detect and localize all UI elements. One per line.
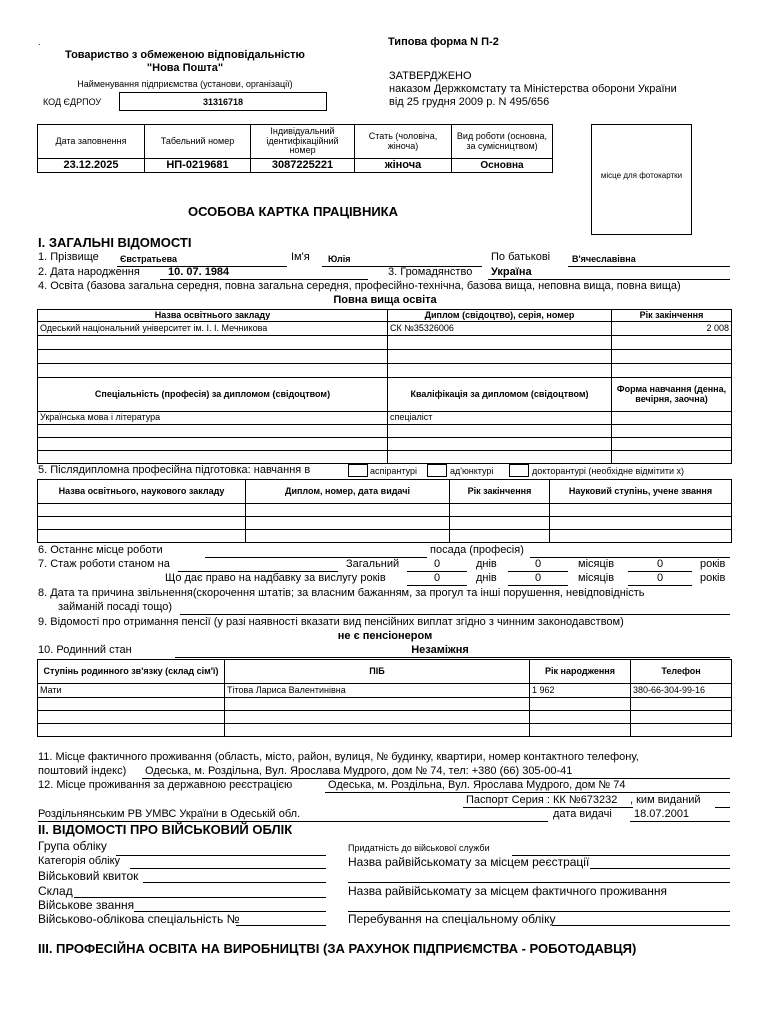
residence-label: 11. Місце фактичного проживання (область, місто, район, вулиця, № будинку, квартири, номер контактного телефону, — [38, 751, 639, 763]
family-value[interactable]: Незаміжня — [411, 644, 469, 656]
table-row — [38, 425, 732, 438]
postgrad-aspirantura-checkbox[interactable] — [348, 464, 368, 477]
exp-days-value[interactable]: 0 — [433, 558, 441, 570]
edu-diploma-cell[interactable] — [388, 350, 612, 364]
military-group-label: Група обліку — [38, 839, 107, 853]
exp-years-value[interactable]: 0 — [656, 558, 664, 570]
family-underline — [175, 657, 730, 658]
issue-date-value[interactable]: 18.07.2001 — [634, 808, 690, 820]
bonus-days-underline — [407, 585, 467, 586]
table-row — [38, 412, 732, 425]
military-ticket-underline — [143, 882, 326, 883]
qual-qualification-cell[interactable] — [388, 438, 612, 451]
postgrad-option-adyunktura: ад'юнктурі — [450, 466, 494, 476]
table-row — [38, 504, 732, 517]
edu-header-diploma: Диплом (свідоцтво), серія, номер — [388, 310, 612, 322]
approved-label: ЗАТВЕРДЖЕНО — [389, 70, 472, 82]
postgrad-header-year: Рік закінчення — [450, 480, 550, 504]
postgrad-adyunktura-checkbox[interactable] — [427, 464, 447, 477]
qual-study-form-cell[interactable] — [612, 412, 732, 425]
dismissal-label-cont: займаній посаді тощо) — [58, 601, 173, 613]
pension-label: 9. Відомості про отримання пенсії (у разі наявності вказати вид пенсійних виплат згідно з чинним законодавством) — [38, 616, 624, 628]
edu-year-cell[interactable]: 2 008 — [612, 322, 732, 336]
surname-value[interactable]: Євстратьева — [120, 254, 177, 264]
issued-by-underline — [715, 807, 730, 808]
issued-by-value[interactable]: Роздільнянським РВ УМВС України в Одеській обл. — [38, 808, 301, 820]
military-office-reg-label: Назва райвійськомату за місцем реєстрації — [348, 855, 590, 869]
military-staff-label: Склад — [38, 884, 73, 898]
edu-institution-cell[interactable] — [38, 336, 388, 350]
id-header-work-type: Вид роботи (основна, за сумісництвом) — [452, 125, 553, 159]
months-label: місяців — [578, 572, 615, 584]
table-row — [38, 724, 732, 737]
edrpou-value: 31316718 — [202, 97, 244, 107]
edu-year-cell[interactable] — [612, 350, 732, 364]
table-row — [38, 530, 732, 543]
qualification-table-header — [38, 378, 732, 412]
education-value[interactable]: Повна вища освіта — [333, 294, 437, 306]
surname-label: 1. Прізвище — [38, 251, 99, 263]
edu-year-cell[interactable] — [612, 336, 732, 350]
card-title: ОСОБОВА КАРТКА ПРАЦІВНИКА — [188, 204, 398, 219]
qual-header-specialty: Спеціальність (професія) за дипломом (свідоцтвом) — [38, 378, 388, 412]
bonus-months-underline — [508, 585, 568, 586]
issue-date-underline — [630, 821, 730, 822]
military-rank-label: Військове звання — [38, 898, 135, 912]
issue-date-label: дата видачі — [553, 808, 612, 820]
family-header-name: ПІБ — [225, 660, 530, 684]
id-table-header-row — [38, 125, 553, 159]
family-name-cell[interactable]: Тітова Лариса Валентинівна — [225, 684, 530, 698]
postgrad-table-header — [38, 480, 732, 504]
family-label: 10. Родинний стан — [38, 644, 132, 656]
id-table-value-row — [38, 159, 553, 173]
approved-by: наказом Держкомстату та Міністерства оборони України — [389, 83, 677, 95]
years-label: років — [700, 558, 726, 570]
postgrad-header-degree: Науковий ступінь, учене звання — [550, 480, 732, 504]
qual-specialty-cell[interactable] — [38, 425, 388, 438]
edu-year-cell[interactable] — [612, 364, 732, 378]
photo-placeholder[interactable] — [591, 124, 692, 235]
postgrad-label: 5. Післядипломна професійна підготовка: навчання в — [38, 464, 311, 476]
patronymic-underline — [568, 266, 730, 267]
education-table — [37, 309, 732, 464]
tab-number-value: НП-0219681 — [145, 159, 251, 173]
bonus-years-value[interactable]: 0 — [656, 572, 664, 584]
residence-value[interactable]: Одеська, м. Роздільна, Вул. Ярослава Мудрого, дом № 74, тел: +380 (66) 305-00-41 — [145, 765, 573, 777]
photo-label: місце для фотокартки — [600, 171, 683, 180]
family-relation-cell[interactable]: Мати — [38, 684, 225, 698]
citizenship-value[interactable]: Україна — [491, 266, 532, 278]
patronymic-label: По батькові — [491, 251, 551, 263]
section2-title: ІІ. ВІДОМОСТІ ПРО ВІЙСЬКОВИЙ ОБЛІК — [38, 822, 293, 837]
birth-value[interactable]: 10. 07. 1984 — [168, 266, 230, 278]
id-header-fill-date: Дата заповнення — [38, 125, 145, 159]
edrpou-label: КОД ЄДРПОУ — [43, 97, 102, 107]
postgrad-header-diploma: Диплом, номер, дата видачі — [246, 480, 450, 504]
table-row — [38, 336, 732, 350]
edu-institution-cell[interactable] — [38, 350, 388, 364]
military-fitness-label: Придатність до військової служби — [348, 843, 490, 853]
military-group-underline — [116, 855, 326, 856]
registration-label: 12. Місце проживання за державною реєстрацією — [38, 779, 293, 791]
dismissal-underline — [180, 614, 730, 615]
id-table — [37, 124, 553, 173]
family-header-phone: Телефон — [631, 660, 732, 684]
military-ticket-label: Військовий квиток — [38, 869, 139, 883]
edu-header-year: Рік закінчення — [612, 310, 732, 322]
section3-title: ІІІ. ПРОФЕСІЙНА ОСВІТА НА ВИРОБНИЦТВІ (ЗА РАХУНОК ПІДПРИЄМСТВА - РОБОТОДАВЦЯ) — [38, 941, 637, 956]
passport-value[interactable]: Паспорт Серия : КК №673232 — [466, 794, 618, 806]
table-row — [38, 698, 732, 711]
birth-label: 2. Дата народження — [38, 266, 140, 278]
organization-name: Товариство з обмеженою відповідальністю — [65, 49, 305, 61]
gender-value: жіноча — [355, 159, 452, 173]
education-label: 4. Освіта (базова загальна середня, повна загальна середня, професійно-технічна, базова вища, неповна вища, повна вища) — [38, 280, 681, 292]
table-row — [38, 711, 732, 724]
family-phone-cell[interactable]: 380-66-304-99-16 — [631, 684, 732, 698]
pension-value[interactable]: не є пенсіонером — [337, 630, 433, 642]
family-table — [37, 659, 732, 737]
military-specialty-underline — [236, 925, 326, 926]
family-header-relation: Ступінь родинного зв'язку (склад сім'ї) — [38, 660, 225, 684]
edrpou-box — [119, 92, 327, 111]
dismissal-label: 8. Дата та причина звільнення(скорочення штатів; за власним бажанням, за прогул та інші порушення, невідповідність — [38, 587, 645, 599]
registration-value[interactable]: Одеська, м. Роздільна, Вул. Ярослава Мудрого, дом № 74 — [328, 779, 626, 791]
qual-specialty-cell[interactable] — [38, 451, 388, 464]
edu-diploma-cell[interactable] — [388, 336, 612, 350]
qual-study-form-cell[interactable] — [612, 438, 732, 451]
qual-study-form-cell[interactable] — [612, 425, 732, 438]
last-job-label: 6. Останнє місце роботи — [38, 544, 163, 556]
qual-header-study-form: Форма навчання (денна, вечірня, заочна) — [612, 378, 732, 412]
form-type: Типова форма N П-2 — [388, 36, 499, 48]
work-type-value: Основна — [452, 159, 553, 173]
issued-by-label: , ким виданий — [630, 794, 701, 806]
edu-institution-cell[interactable] — [38, 364, 388, 378]
patronymic-value[interactable]: В'ячеславівна — [572, 254, 636, 264]
name-value[interactable]: Юлія — [328, 254, 351, 264]
table-row — [38, 684, 732, 698]
header-dot: . — [38, 37, 41, 47]
position-label: посада (професія) — [430, 544, 524, 556]
military-special-reg-label: Перебування на спеціальному обліку — [348, 912, 556, 926]
postgrad-option-aspirantura: аспірантурі — [370, 466, 417, 476]
qual-specialty-cell[interactable] — [38, 438, 388, 451]
table-row — [38, 517, 732, 530]
qual-specialty-cell[interactable]: Українська мова і література — [38, 412, 388, 425]
edu-institution-cell[interactable]: Одеський національний університет ім. І. І. Мечникова — [38, 322, 388, 336]
id-header-tab-number: Табельний номер — [145, 125, 251, 159]
id-header-tax-id: Індивідуальний ідентифікаційний номер — [251, 125, 355, 159]
organization-caption: Найменування підприємства (установи, організації) — [77, 79, 293, 89]
bonus-days-value[interactable]: 0 — [433, 572, 441, 584]
family-header-birth-year: Рік народження — [530, 660, 631, 684]
military-specialty-label: Військово-облікова спеціальність № — [38, 912, 240, 926]
table-row — [38, 322, 732, 336]
years-label: років — [700, 572, 726, 584]
table-row — [38, 438, 732, 451]
total-label: Загальний — [346, 558, 400, 570]
days-label: днів — [476, 572, 497, 584]
edu-header-institution: Назва освітнього закладу — [38, 310, 388, 322]
military-special-reg-underline — [552, 925, 730, 926]
military-office-live-label: Назва райвійськомату за місцем фактичного проживання — [348, 884, 668, 898]
qual-qualification-cell[interactable] — [388, 451, 612, 464]
bonus-months-value[interactable]: 0 — [534, 572, 542, 584]
qual-qualification-cell[interactable] — [388, 425, 612, 438]
qual-study-form-cell[interactable] — [612, 451, 732, 464]
id-header-gender: Стать (чоловіча, жіноча) — [355, 125, 452, 159]
days-label: днів — [476, 558, 497, 570]
military-office-reg-underline — [590, 868, 730, 869]
bonus-years-underline — [628, 585, 692, 586]
section1-title: І. ЗАГАЛЬНІ ВІДОМОСТІ — [38, 235, 192, 250]
tax-id-value: 3087225221 — [251, 159, 355, 173]
table-row — [38, 350, 732, 364]
education-table-header — [38, 310, 732, 322]
residence-label-cont: поштовий індекс) — [38, 765, 127, 777]
months-label: місяців — [578, 558, 615, 570]
organization-brand: "Нова Пошта" — [146, 62, 224, 74]
bonus-label: Що дає право на надбавку за вислугу років — [165, 572, 386, 584]
registration-underline — [325, 792, 730, 793]
qual-header-qualification: Кваліфікація за дипломом (свідоцтвом) — [388, 378, 612, 412]
military-office-reg-underline-2 — [348, 882, 730, 883]
table-row — [38, 451, 732, 464]
edu-diploma-cell[interactable]: СК №35326006 — [388, 322, 612, 336]
exp-months-value[interactable]: 0 — [534, 558, 542, 570]
family-birth-year-cell[interactable]: 1 962 — [530, 684, 631, 698]
qual-qualification-cell[interactable]: спеціаліст — [388, 412, 612, 425]
military-category-label: Категорія обліку — [38, 855, 121, 867]
table-row — [38, 364, 732, 378]
edu-diploma-cell[interactable] — [388, 364, 612, 378]
postgrad-option-doktorantura: докторантурі (необхідне відмітити х) — [532, 466, 685, 476]
experience-label: 7. Стаж роботи станом на — [38, 558, 170, 570]
postgrad-doktorantura-checkbox[interactable] — [509, 464, 529, 477]
postgrad-header-institution: Назва освітнього, наукового закладу — [38, 480, 246, 504]
family-table-header — [38, 660, 732, 684]
citizenship-label: 3. Громадянство — [388, 266, 473, 278]
postgrad-table — [37, 479, 732, 543]
military-category-underline — [130, 868, 326, 869]
fill-date-value: 23.12.2025 — [38, 159, 145, 173]
approved-date: від 25 грудня 2009 р. N 495/656 — [389, 96, 550, 108]
name-label: Ім'я — [291, 251, 310, 263]
